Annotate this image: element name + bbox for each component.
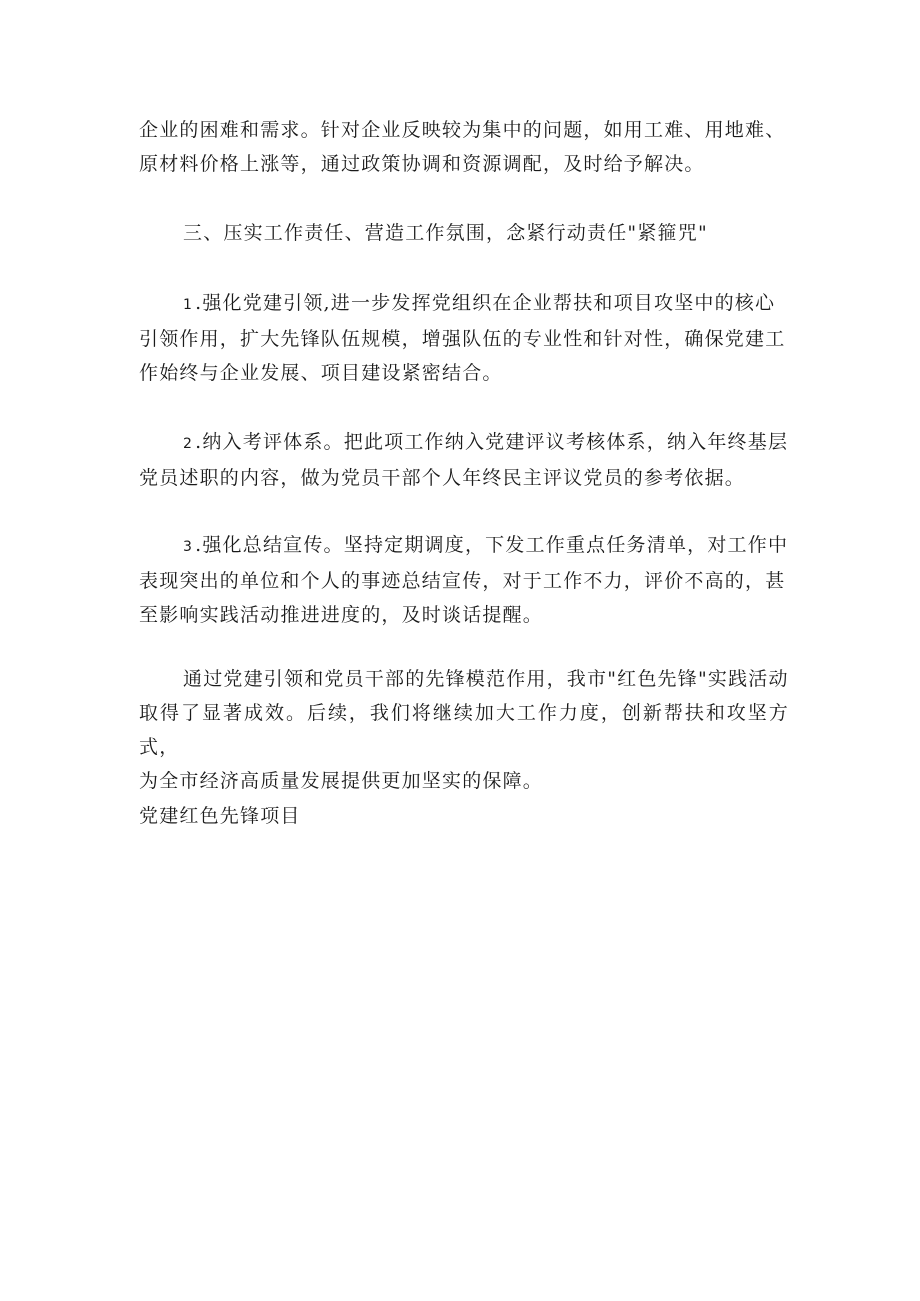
text-line: 引领作用，扩大先锋队伍规模，增强队伍的专业性和针对性，确保党建工 bbox=[139, 328, 786, 350]
item-number: 3 bbox=[183, 539, 194, 555]
text-line: .纳入考评体系。把此项工作纳入党建评议考核体系，纳入年终基层 bbox=[195, 431, 789, 453]
section-heading: 三、压实工作责任、营造工作氛围，念紧行动责任"紧箍咒" bbox=[183, 222, 708, 244]
text-line: .强化党建引领,进一步发挥党组织在企业帮扶和项目攻坚中的核心 bbox=[195, 292, 776, 314]
text-line: 表现突出的单位和个人的事迹总结宣传，对于工作不力，评价不高的，甚 bbox=[139, 570, 786, 592]
text-line: 为全市经济高质量发展提供更加坚实的保障。 bbox=[139, 770, 544, 792]
text-line: 原材料价格上涨等，通过政策协调和资源调配，及时给予解决。 bbox=[139, 153, 705, 175]
list-item-2 bbox=[139, 425, 789, 495]
text-line: 取得了显著成效。后续，我们将继续加大工作力度，创新帮扶和攻坚方式， bbox=[139, 702, 789, 758]
text-line: .强化总结宣传。坚持定期调度，下发工作重点任务清单，对工作中 bbox=[195, 534, 789, 556]
list-item-1 bbox=[139, 286, 789, 390]
text-line: 党员述职的内容，做为党员干部个人年终民主评议党员的参考依据。 bbox=[139, 467, 746, 489]
paragraph-continuation bbox=[139, 113, 789, 181]
text-line: 通过党建引领和党员干部的先锋模范作用，我市"红色先锋"实践活动 bbox=[183, 668, 789, 690]
text-line: 企业的困难和需求。针对企业反映较为集中的问题，如用工难、用地难、 bbox=[139, 119, 786, 141]
item-number: 1 bbox=[183, 297, 194, 313]
text-line: 至影响实践活动推进进度的，及时谈话提醒。 bbox=[139, 604, 544, 626]
item-number: 2 bbox=[183, 436, 194, 452]
text-line: 作始终与企业发展、项目建设紧密结合。 bbox=[139, 362, 503, 384]
list-item-3 bbox=[139, 528, 789, 632]
conclusion-paragraph bbox=[139, 662, 789, 798]
footer-title: 党建红色先锋项目 bbox=[139, 805, 301, 827]
